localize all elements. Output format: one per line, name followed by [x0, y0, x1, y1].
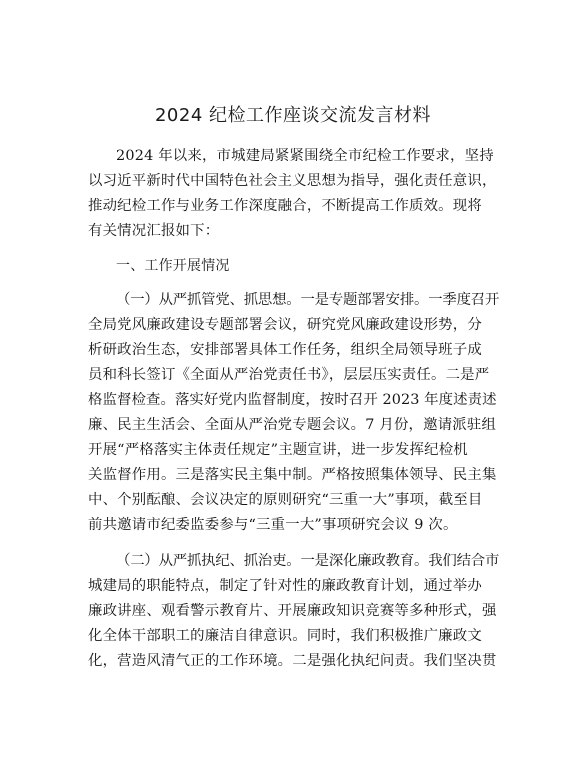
intro-line-3: 推动纪检工作与业务工作深度融合，不断提高工作质效。现将: [88, 198, 482, 214]
para1-line-5: 格监督检查。落实好党内监督制度，按时召开 2023 年度述责述: [88, 392, 497, 408]
intro-line-2: 以习近平新时代中国特色社会主义思想为指导，强化责任意识，: [88, 173, 497, 189]
para2-line-4: 化全体干部职工的廉洁自律意识。同时，我们积极推广廉政文: [88, 628, 482, 644]
para1-line-2: 全局党风廉政建设专题部署会议，研究党风廉政建设形势，分: [88, 317, 482, 333]
para2-line-2: 城建局的职能特点，制定了针对性的廉政教育计划，通过举办: [88, 578, 482, 594]
para1-line-8: 关监督作用。三是落实民主集中制。严格按照集体领导、民主集: [88, 467, 497, 483]
para1-line-4: 员和科长签订《全面从严治党责任书》，层层压实责任。二是严: [88, 367, 490, 383]
para1-line-9: 中、个别酝酿、会议决定的原则研究“三重一大”事项，截至目: [88, 492, 483, 508]
para2-line-3: 廉政讲座、观看警示教育片、开展廉政知识竞赛等多种形式，强: [88, 603, 497, 619]
intro-line-1: 2024 年以来，市城建局紧紧围绕全市纪检工作要求，坚持: [116, 148, 494, 164]
section-heading: 一、工作开展情况: [116, 258, 230, 274]
document-title: 2024 纪检工作座谈交流发言材料: [154, 105, 432, 126]
para2-line-1: （二）从严抓执纪、抓治吏。一是深化廉政教育。我们结合市: [116, 553, 500, 569]
para1-line-7: 开展“严格落实主体责任规定”主题宣讲，进一步发挥纪检机: [88, 442, 468, 458]
para2-line-5: 化，营造风清气正的工作环境。二是强化执纪问责。我们坚决贯: [88, 653, 497, 669]
para1-line-6: 廉、民主生活会、全面从严治党专题会议。7 月份，邀请派驻组: [88, 417, 497, 433]
intro-line-4: 有关情况汇报如下：: [88, 223, 220, 239]
para1-line-10: 前共邀请市纪委监委参与“三重一大”事项研究会议 9 次。: [88, 517, 458, 533]
para1-line-3: 析研政治生态，安排部署具体工作任务，组织全局领导班子成: [88, 342, 482, 358]
para1-line-1: （一）从严抓管党、抓思想。一是专题部署安排。一季度召开: [116, 292, 500, 308]
